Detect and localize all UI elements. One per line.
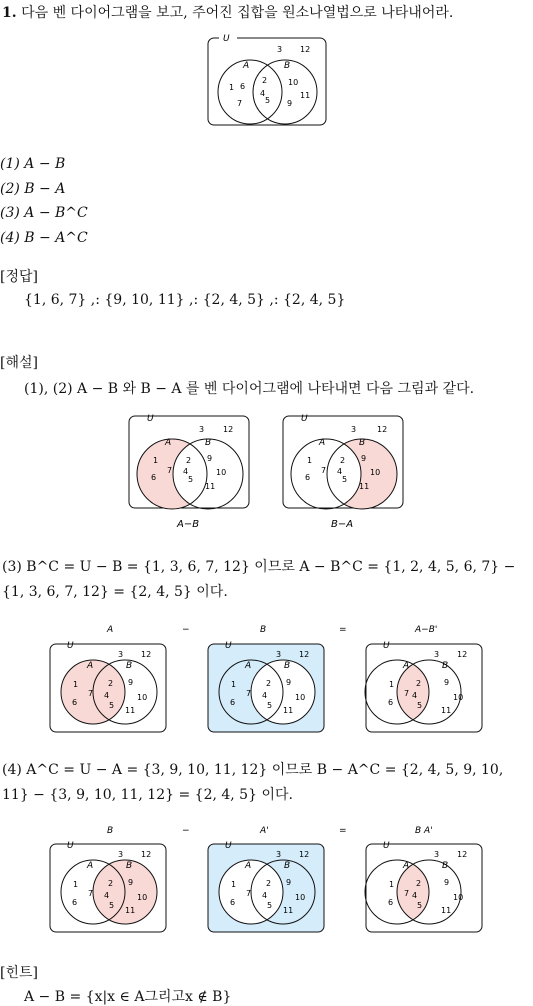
svg-text:3: 3	[434, 850, 440, 859]
svg-text:7: 7	[167, 466, 173, 475]
only-b-10: 10	[288, 78, 299, 87]
svg-text:U: U	[383, 841, 390, 851]
question-number: 1.	[2, 5, 17, 21]
svg-text:1: 1	[389, 680, 395, 689]
venn-4-result	[365, 841, 482, 932]
svg-text:10: 10	[453, 693, 464, 702]
svg-text:12: 12	[223, 425, 234, 434]
diagrams-row-1	[125, 408, 405, 533]
svg-text:10: 10	[216, 468, 227, 477]
svg-text:12: 12	[457, 850, 468, 859]
venn-3-b-complement	[208, 641, 324, 732]
svg-text:4: 4	[104, 891, 110, 900]
svg-text:4: 4	[337, 467, 343, 476]
svg-text:B: B	[359, 438, 366, 448]
question-text: 다음 벤 다이어그램을 보고, 주어진 집합을 원소나열법으로 나타내어라.	[21, 5, 454, 21]
hint-text: A − B = {x|x ∈ A그리고x ∉ B}	[24, 989, 232, 1005]
svg-text:4: 4	[262, 691, 268, 700]
sub-question-1: (1) A − B	[0, 156, 66, 172]
venn-3-a	[50, 641, 166, 732]
svg-text:12: 12	[299, 850, 310, 859]
svg-text:6: 6	[151, 473, 157, 482]
venn-b-minus-a	[283, 414, 403, 509]
svg-text:7: 7	[404, 689, 410, 698]
label-u: U	[223, 34, 230, 44]
svg-text:9: 9	[444, 878, 450, 887]
only-a-7: 7	[237, 99, 243, 108]
svg-text:=: =	[339, 826, 347, 836]
svg-text:A: A	[245, 661, 252, 671]
svg-text:1: 1	[231, 880, 237, 889]
main-venn-diagram	[205, 32, 330, 128]
svg-text:9: 9	[286, 878, 292, 887]
svg-text:B: B	[284, 861, 291, 871]
svg-text:5: 5	[267, 901, 273, 910]
svg-text:B: B	[260, 625, 267, 635]
svg-text:U: U	[225, 841, 232, 851]
svg-text:11: 11	[441, 706, 452, 715]
svg-text:12: 12	[141, 650, 152, 659]
svg-text:3: 3	[434, 650, 440, 659]
svg-text:1: 1	[153, 456, 159, 465]
svg-text:3: 3	[276, 650, 282, 659]
outside-12: 12	[300, 45, 311, 54]
sub-question-4: (4) B − A^C	[0, 229, 88, 246]
svg-text:A: A	[403, 861, 410, 871]
caption-b-minus-a: B−A	[331, 519, 354, 530]
svg-text:6: 6	[388, 698, 394, 707]
diagrams-row-4	[45, 822, 490, 937]
svg-text:11: 11	[359, 482, 370, 491]
svg-text:9: 9	[128, 878, 134, 887]
venn-4-b	[50, 841, 166, 932]
svg-text:5: 5	[417, 901, 423, 910]
svg-text:11: 11	[441, 906, 452, 915]
svg-text:2: 2	[266, 679, 272, 688]
svg-text:2: 2	[340, 456, 346, 465]
svg-text:6: 6	[305, 473, 311, 482]
svg-text:B: B	[126, 661, 133, 671]
svg-text:1: 1	[231, 680, 237, 689]
svg-text:A: A	[319, 438, 326, 448]
only-b-9: 9	[287, 99, 293, 108]
svg-text:10: 10	[453, 893, 464, 902]
svg-text:−: −	[182, 625, 190, 635]
explanation-p1: (1), (2) A − B 와 B − A 를 벤 다이어그램에 나타내면 다음 그림과 같다.	[24, 381, 475, 397]
svg-text:A: A	[245, 861, 252, 871]
svg-text:U: U	[383, 641, 390, 651]
svg-text:1: 1	[307, 456, 313, 465]
svg-text:2: 2	[186, 456, 192, 465]
only-b-11: 11	[300, 91, 311, 100]
svg-text:U: U	[147, 414, 154, 424]
svg-text:3: 3	[351, 425, 357, 434]
svg-text:7: 7	[246, 689, 252, 698]
svg-text:2: 2	[108, 679, 114, 688]
svg-text:6: 6	[230, 698, 236, 707]
only-a-1: 1	[229, 83, 235, 92]
svg-text:6: 6	[72, 698, 78, 707]
outside-3: 3	[277, 45, 283, 54]
circle-a	[218, 60, 282, 124]
svg-text:11: 11	[125, 706, 136, 715]
question	[2, 2, 453, 22]
svg-text:10: 10	[137, 693, 148, 702]
svg-text:B: B	[126, 861, 133, 871]
svg-text:4: 4	[104, 691, 110, 700]
svg-text:11: 11	[283, 706, 294, 715]
svg-text:7: 7	[88, 689, 94, 698]
svg-text:10: 10	[295, 893, 306, 902]
svg-text:12: 12	[377, 425, 388, 434]
svg-text:7: 7	[88, 889, 94, 898]
svg-text:U: U	[301, 414, 308, 424]
only-a-6: 6	[240, 82, 246, 91]
answer-label: [정답]	[0, 269, 38, 285]
label-a: A	[243, 61, 250, 71]
svg-text:U: U	[67, 841, 74, 851]
svg-text:10: 10	[137, 893, 148, 902]
diagrams-row-3	[45, 622, 490, 737]
svg-text:12: 12	[457, 650, 468, 659]
inter-5: 5	[265, 96, 271, 105]
hint-label: [힌트]	[0, 965, 38, 981]
caption-a-minus-b: A−B	[177, 519, 200, 530]
venn-4-a-complement	[208, 841, 324, 932]
svg-text:−: −	[182, 826, 190, 836]
svg-text:4: 4	[262, 891, 268, 900]
svg-text:B: B	[205, 438, 212, 448]
svg-text:9: 9	[444, 678, 450, 687]
svg-text:5: 5	[342, 475, 348, 484]
svg-text:B: B	[442, 661, 449, 671]
svg-text:B: B	[284, 661, 291, 671]
svg-text:A: A	[87, 861, 94, 871]
svg-text:5: 5	[417, 701, 423, 710]
svg-text:B A': B A'	[415, 826, 433, 836]
svg-text:1: 1	[73, 680, 79, 689]
explanation-label: [해설]	[0, 355, 38, 371]
svg-text:5: 5	[267, 701, 273, 710]
explanation-p4: (4) A^C = U − A = {3, 9, 10, 11, 12} 이므로 B − A^C = {2, 4, 5, 9, 10, 11} − {3, 9, 10, 11, 12} = {2, 4, 5} 이다.	[2, 762, 504, 803]
svg-text:12: 12	[299, 650, 310, 659]
svg-text:9: 9	[207, 454, 213, 463]
svg-text:3: 3	[276, 850, 282, 859]
svg-text:4: 4	[412, 691, 418, 700]
explanation-p3: (3) B^C = U − B = {1, 3, 6, 7, 12} 이므로 A − B^C = {1, 2, 4, 5, 6, 7} − {1, 3, 6, 7, 12} = {2, 4, 5} 이다.	[2, 559, 516, 600]
svg-text:7: 7	[246, 889, 252, 898]
svg-text:1: 1	[389, 880, 395, 889]
sub-question-2: (2) B − A	[0, 180, 66, 197]
svg-text:A−B': A−B'	[415, 625, 438, 635]
svg-text:B: B	[442, 861, 449, 871]
answer-text: {1, 6, 7} ,: {9, 10, 11} ,: {2, 4, 5} ,: {2, 4, 5}	[24, 292, 346, 308]
venn-a-minus-b	[129, 414, 249, 509]
svg-text:A: A	[87, 661, 94, 671]
svg-text:U: U	[67, 641, 74, 651]
svg-text:6: 6	[230, 898, 236, 907]
svg-text:2: 2	[266, 879, 272, 888]
svg-text:4: 4	[412, 891, 418, 900]
svg-text:10: 10	[295, 693, 306, 702]
svg-text:3: 3	[118, 650, 124, 659]
svg-text:B: B	[107, 826, 114, 836]
svg-text:3: 3	[199, 425, 205, 434]
svg-text:11: 11	[205, 482, 216, 491]
svg-text:=: =	[339, 625, 347, 635]
svg-text:6: 6	[72, 898, 78, 907]
svg-text:7: 7	[404, 889, 410, 898]
sub-question-3: (3) A − B^C	[0, 205, 88, 221]
svg-text:11: 11	[283, 906, 294, 915]
inter-4: 4	[260, 89, 266, 98]
sub-question-list	[0, 152, 88, 250]
svg-text:6: 6	[388, 898, 394, 907]
svg-text:A': A'	[260, 826, 269, 836]
svg-text:2: 2	[108, 879, 114, 888]
svg-text:2: 2	[416, 879, 422, 888]
venn-3-result	[365, 641, 482, 732]
svg-text:A: A	[107, 625, 114, 635]
svg-text:9: 9	[128, 678, 134, 687]
svg-text:A: A	[165, 438, 172, 448]
label-b: B	[284, 61, 291, 71]
svg-text:1: 1	[73, 880, 79, 889]
svg-text:2: 2	[416, 679, 422, 688]
svg-text:5: 5	[188, 475, 194, 484]
svg-text:3: 3	[118, 850, 124, 859]
svg-text:U: U	[225, 641, 232, 651]
svg-text:5: 5	[109, 701, 115, 710]
svg-text:12: 12	[141, 850, 152, 859]
svg-text:4: 4	[183, 467, 189, 476]
svg-text:9: 9	[286, 678, 292, 687]
svg-text:9: 9	[361, 454, 367, 463]
svg-text:11: 11	[125, 906, 136, 915]
inter-2: 2	[262, 76, 268, 85]
svg-text:A: A	[403, 661, 410, 671]
svg-text:5: 5	[109, 901, 115, 910]
svg-text:10: 10	[370, 468, 381, 477]
svg-text:7: 7	[321, 466, 327, 475]
